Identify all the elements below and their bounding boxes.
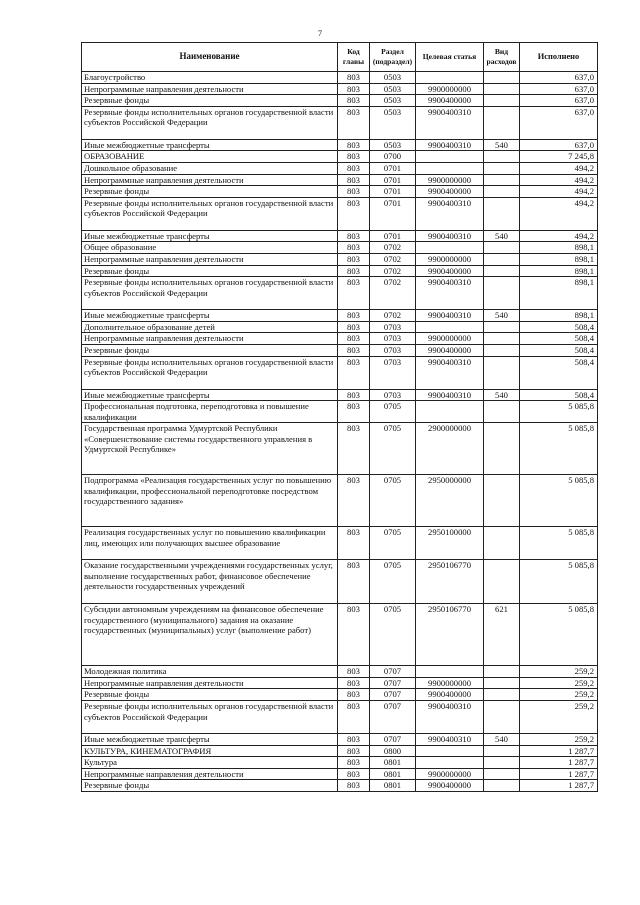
cell-name: Общее образование: [82, 242, 338, 254]
cell-expense: [484, 95, 520, 107]
cell-target: 9900000000: [416, 333, 484, 345]
cell-amount: 259,2: [520, 734, 598, 746]
cell-section: 0801: [370, 768, 416, 780]
table-row: [82, 745, 598, 757]
cell-target: 9900000000: [416, 174, 484, 186]
cell-section: 0707: [370, 689, 416, 701]
cell-target: [416, 757, 484, 769]
cell-expense: [484, 242, 520, 254]
cell-section: 0705: [370, 423, 416, 475]
cell-expense: [484, 72, 520, 84]
cell-expense: [484, 162, 520, 174]
table-body: [82, 72, 598, 792]
cell-expense: [484, 677, 520, 689]
table-row: [82, 230, 598, 242]
cell-chapter: 803: [338, 151, 370, 163]
cell-target: 9900400000: [416, 265, 484, 277]
cell-section: 0701: [370, 162, 416, 174]
cell-amount: 5 085,8: [520, 560, 598, 604]
cell-target: 9900000000: [416, 83, 484, 95]
cell-amount: 5 085,8: [520, 604, 598, 666]
cell-amount: 1 287,7: [520, 745, 598, 757]
cell-section: 0503: [370, 95, 416, 107]
cell-section: 0701: [370, 174, 416, 186]
cell-name: Иные межбюджетные трансферты: [82, 389, 338, 401]
cell-expense: [484, 401, 520, 423]
cell-chapter: 803: [338, 666, 370, 678]
cell-target: [416, 162, 484, 174]
table-row: [82, 389, 598, 401]
cell-section: 0705: [370, 604, 416, 666]
cell-amount: 259,2: [520, 689, 598, 701]
table-row: [82, 475, 598, 527]
cell-chapter: 803: [338, 72, 370, 84]
cell-target: 9900400000: [416, 780, 484, 792]
cell-amount: 1 287,7: [520, 757, 598, 769]
header-name: Наименование: [82, 43, 338, 72]
cell-chapter: 803: [338, 401, 370, 423]
cell-name: Дополнительное образование детей: [82, 321, 338, 333]
cell-expense: [484, 475, 520, 527]
table-row: [82, 265, 598, 277]
cell-section: 0503: [370, 72, 416, 84]
table-row: [82, 197, 598, 230]
table-row: [82, 83, 598, 95]
cell-name: Резервные фонды исполнительных органов государственной власти субъектов Российской Федерации: [82, 701, 338, 734]
table-row: [82, 768, 598, 780]
cell-expense: [484, 106, 520, 139]
cell-expense: 540: [484, 310, 520, 322]
cell-amount: 1 287,7: [520, 780, 598, 792]
cell-section: 0705: [370, 475, 416, 527]
cell-chapter: 803: [338, 768, 370, 780]
cell-amount: 5 085,8: [520, 527, 598, 560]
cell-target: 9900400000: [416, 344, 484, 356]
cell-section: 0801: [370, 757, 416, 769]
cell-section: 0702: [370, 310, 416, 322]
cell-section: 0705: [370, 527, 416, 560]
cell-name: ОБРАЗОВАНИЕ: [82, 151, 338, 163]
cell-target: [416, 72, 484, 84]
cell-expense: 621: [484, 604, 520, 666]
cell-chapter: 803: [338, 475, 370, 527]
cell-chapter: 803: [338, 604, 370, 666]
cell-name: Резервные фонды: [82, 689, 338, 701]
cell-chapter: 803: [338, 186, 370, 198]
table-row: [82, 701, 598, 734]
cell-target: 2950106770: [416, 604, 484, 666]
table-row: [82, 321, 598, 333]
cell-expense: 540: [484, 734, 520, 746]
cell-section: 0701: [370, 186, 416, 198]
table-row: [82, 604, 598, 666]
cell-name: Резервные фонды: [82, 265, 338, 277]
table-row: [82, 139, 598, 151]
cell-chapter: 803: [338, 174, 370, 186]
cell-name: Иные межбюджетные трансферты: [82, 139, 338, 151]
cell-expense: [484, 745, 520, 757]
cell-amount: 494,2: [520, 186, 598, 198]
cell-target: 9900400310: [416, 356, 484, 389]
cell-amount: 494,2: [520, 197, 598, 230]
cell-chapter: 803: [338, 230, 370, 242]
cell-name: Непрограммные направления деятельности: [82, 253, 338, 265]
cell-expense: [484, 151, 520, 163]
table-row: [82, 253, 598, 265]
cell-chapter: 803: [338, 356, 370, 389]
cell-target: 9900000000: [416, 677, 484, 689]
table-row: [82, 677, 598, 689]
cell-name: Непрограммные направления деятельности: [82, 768, 338, 780]
cell-section: 0707: [370, 666, 416, 678]
cell-amount: 494,2: [520, 162, 598, 174]
cell-section: 0503: [370, 139, 416, 151]
cell-name: Непрограммные направления деятельности: [82, 174, 338, 186]
cell-amount: 508,4: [520, 333, 598, 345]
cell-amount: 494,2: [520, 174, 598, 186]
cell-chapter: 803: [338, 277, 370, 310]
cell-expense: [484, 265, 520, 277]
table-row: [82, 106, 598, 139]
cell-section: 0705: [370, 401, 416, 423]
header-expense: Вид расходов: [484, 43, 520, 72]
cell-target: 9900000000: [416, 253, 484, 265]
cell-target: [416, 666, 484, 678]
table-row: [82, 162, 598, 174]
cell-chapter: 803: [338, 560, 370, 604]
cell-amount: 1 287,7: [520, 768, 598, 780]
cell-expense: [484, 197, 520, 230]
table-row: [82, 242, 598, 254]
cell-target: 9900000000: [416, 768, 484, 780]
cell-chapter: 803: [338, 253, 370, 265]
cell-section: 0701: [370, 230, 416, 242]
cell-section: 0702: [370, 265, 416, 277]
cell-name: Реализация государственных услуг по повышению квалификации лиц, имеющих или получающих высшее образование: [82, 527, 338, 560]
cell-chapter: 803: [338, 321, 370, 333]
cell-amount: 898,1: [520, 310, 598, 322]
cell-name: Резервные фонды исполнительных органов государственной власти субъектов Российской Федерации: [82, 197, 338, 230]
cell-target: 9900400310: [416, 230, 484, 242]
cell-name: Субсидии автономным учреждениям на финансовое обеспечение государственного (муниципального) задания на оказание государственных (муниципальных) услуг (выполнение работ): [82, 604, 338, 666]
cell-name: Непрограммные направления деятельности: [82, 83, 338, 95]
table-row: [82, 344, 598, 356]
table-row: [82, 666, 598, 678]
cell-amount: 898,1: [520, 277, 598, 310]
cell-expense: [484, 83, 520, 95]
cell-target: [416, 242, 484, 254]
cell-target: 2900000000: [416, 423, 484, 475]
cell-target: 2950000000: [416, 475, 484, 527]
cell-name: Благоустройство: [82, 72, 338, 84]
cell-section: 0703: [370, 389, 416, 401]
cell-amount: 259,2: [520, 666, 598, 678]
cell-section: 0701: [370, 197, 416, 230]
cell-section: 0801: [370, 780, 416, 792]
cell-name: Подпрограмма «Реализация государственных услуг по повышению квалификации, профессиональной переподготовке посредством государственного задания»: [82, 475, 338, 527]
cell-chapter: 803: [338, 757, 370, 769]
cell-amount: 637,0: [520, 139, 598, 151]
cell-amount: 5 085,8: [520, 423, 598, 475]
cell-amount: 637,0: [520, 83, 598, 95]
cell-name: Резервные фонды: [82, 780, 338, 792]
cell-chapter: 803: [338, 677, 370, 689]
cell-target: 9900400310: [416, 701, 484, 734]
cell-chapter: 803: [338, 242, 370, 254]
cell-amount: 898,1: [520, 265, 598, 277]
cell-expense: 540: [484, 230, 520, 242]
cell-chapter: 803: [338, 310, 370, 322]
cell-expense: [484, 277, 520, 310]
cell-chapter: 803: [338, 83, 370, 95]
cell-chapter: 803: [338, 527, 370, 560]
header-chapter: Код главы: [338, 43, 370, 72]
table-row: [82, 310, 598, 322]
table-row: [82, 401, 598, 423]
cell-amount: 637,0: [520, 95, 598, 107]
cell-target: 9900400310: [416, 139, 484, 151]
cell-target: 9900400310: [416, 106, 484, 139]
cell-name: Резервные фонды: [82, 344, 338, 356]
cell-chapter: 803: [338, 333, 370, 345]
cell-target: 9900400310: [416, 197, 484, 230]
cell-target: [416, 745, 484, 757]
cell-chapter: 803: [338, 344, 370, 356]
cell-section: 0702: [370, 242, 416, 254]
cell-expense: 540: [484, 389, 520, 401]
cell-target: 9900400000: [416, 186, 484, 198]
cell-expense: 540: [484, 139, 520, 151]
cell-name: Дошкольное образование: [82, 162, 338, 174]
cell-section: 0703: [370, 333, 416, 345]
cell-target: [416, 401, 484, 423]
cell-chapter: 803: [338, 734, 370, 746]
cell-expense: [484, 344, 520, 356]
cell-expense: [484, 333, 520, 345]
cell-section: 0503: [370, 83, 416, 95]
table-row: [82, 527, 598, 560]
table-row: [82, 560, 598, 604]
cell-name: Государственная программа Удмуртской Республики «Совершенствование системы государственного управления в Удмуртской Республике»: [82, 423, 338, 475]
cell-name: Резервные фонды: [82, 95, 338, 107]
cell-section: 0703: [370, 344, 416, 356]
cell-chapter: 803: [338, 701, 370, 734]
cell-chapter: 803: [338, 745, 370, 757]
cell-expense: [484, 423, 520, 475]
cell-target: 9900400310: [416, 310, 484, 322]
cell-chapter: 803: [338, 95, 370, 107]
cell-amount: 259,2: [520, 701, 598, 734]
cell-expense: [484, 174, 520, 186]
cell-expense: [484, 560, 520, 604]
cell-section: 0703: [370, 321, 416, 333]
cell-expense: [484, 356, 520, 389]
cell-name: Непрограммные направления деятельности: [82, 333, 338, 345]
cell-amount: 637,0: [520, 106, 598, 139]
cell-amount: 508,4: [520, 344, 598, 356]
cell-expense: [484, 780, 520, 792]
cell-name: Иные межбюджетные трансферты: [82, 230, 338, 242]
cell-name: КУЛЬТУРА, КИНЕМАТОГРАФИЯ: [82, 745, 338, 757]
page-number: 7: [318, 29, 322, 38]
table-row: [82, 423, 598, 475]
cell-expense: [484, 701, 520, 734]
cell-section: 0800: [370, 745, 416, 757]
cell-expense: [484, 253, 520, 265]
cell-chapter: 803: [338, 106, 370, 139]
cell-chapter: 803: [338, 780, 370, 792]
table-row: [82, 333, 598, 345]
cell-amount: 508,4: [520, 321, 598, 333]
cell-name: Непрограммные направления деятельности: [82, 677, 338, 689]
cell-target: 9900400310: [416, 277, 484, 310]
table-row: [82, 186, 598, 198]
cell-section: 0703: [370, 356, 416, 389]
cell-amount: 259,2: [520, 677, 598, 689]
cell-target: 9900400310: [416, 389, 484, 401]
cell-section: 0702: [370, 277, 416, 310]
cell-name: Резервные фонды исполнительных органов государственной власти субъектов Российской Федерации: [82, 277, 338, 310]
table-row: [82, 689, 598, 701]
cell-name: Оказание государственными учреждениями государственных услуг, выполнение государственных работ, финансовое обеспечение деятельности государственных учреждений: [82, 560, 338, 604]
cell-amount: 637,0: [520, 72, 598, 84]
cell-amount: 494,2: [520, 230, 598, 242]
cell-section: 0707: [370, 701, 416, 734]
table-row: [82, 356, 598, 389]
cell-expense: [484, 186, 520, 198]
cell-name: Молодежная политика: [82, 666, 338, 678]
cell-expense: [484, 666, 520, 678]
cell-amount: 508,4: [520, 356, 598, 389]
cell-section: 0705: [370, 560, 416, 604]
cell-name: Культура: [82, 757, 338, 769]
cell-section: 0707: [370, 734, 416, 746]
header-section: Раздел (подраздел): [370, 43, 416, 72]
cell-name: Иные межбюджетные трансферты: [82, 310, 338, 322]
cell-chapter: 803: [338, 265, 370, 277]
cell-amount: 5 085,8: [520, 475, 598, 527]
cell-name: Резервные фонды исполнительных органов государственной власти субъектов Российской Федерации: [82, 356, 338, 389]
table-row: [82, 734, 598, 746]
cell-amount: 508,4: [520, 389, 598, 401]
cell-name: Иные межбюджетные трансферты: [82, 734, 338, 746]
cell-target: 2950100000: [416, 527, 484, 560]
cell-chapter: 803: [338, 162, 370, 174]
table-row: [82, 151, 598, 163]
cell-chapter: 803: [338, 389, 370, 401]
cell-target: 2950106770: [416, 560, 484, 604]
table-row: [82, 277, 598, 310]
cell-target: 9900400310: [416, 734, 484, 746]
cell-target: 9900400000: [416, 689, 484, 701]
cell-amount: 898,1: [520, 242, 598, 254]
cell-section: 0707: [370, 677, 416, 689]
cell-amount: 5 085,8: [520, 401, 598, 423]
cell-section: 0702: [370, 253, 416, 265]
table-row: [82, 757, 598, 769]
cell-name: Профессиональная подготовка, переподготовка и повышение квалификации: [82, 401, 338, 423]
cell-name: Резервные фонды исполнительных органов государственной власти субъектов Российской Федерации: [82, 106, 338, 139]
budget-table: [81, 42, 598, 792]
cell-name: Резервные фонды: [82, 186, 338, 198]
cell-section: 0503: [370, 106, 416, 139]
cell-amount: 7 245,8: [520, 151, 598, 163]
table-row: [82, 95, 598, 107]
table-row: [82, 174, 598, 186]
cell-amount: 898,1: [520, 253, 598, 265]
cell-expense: [484, 757, 520, 769]
cell-chapter: 803: [338, 689, 370, 701]
cell-expense: [484, 321, 520, 333]
cell-target: 9900400000: [416, 95, 484, 107]
cell-expense: [484, 527, 520, 560]
header-target: Целевая статья: [416, 43, 484, 72]
table-header-row: [82, 43, 598, 72]
cell-chapter: 803: [338, 423, 370, 475]
cell-target: [416, 321, 484, 333]
cell-expense: [484, 768, 520, 780]
header-executed: Исполнено: [520, 43, 598, 72]
cell-chapter: 803: [338, 197, 370, 230]
cell-section: 0700: [370, 151, 416, 163]
table-row: [82, 72, 598, 84]
cell-chapter: 803: [338, 139, 370, 151]
cell-target: [416, 151, 484, 163]
cell-expense: [484, 689, 520, 701]
table-row: [82, 780, 598, 792]
